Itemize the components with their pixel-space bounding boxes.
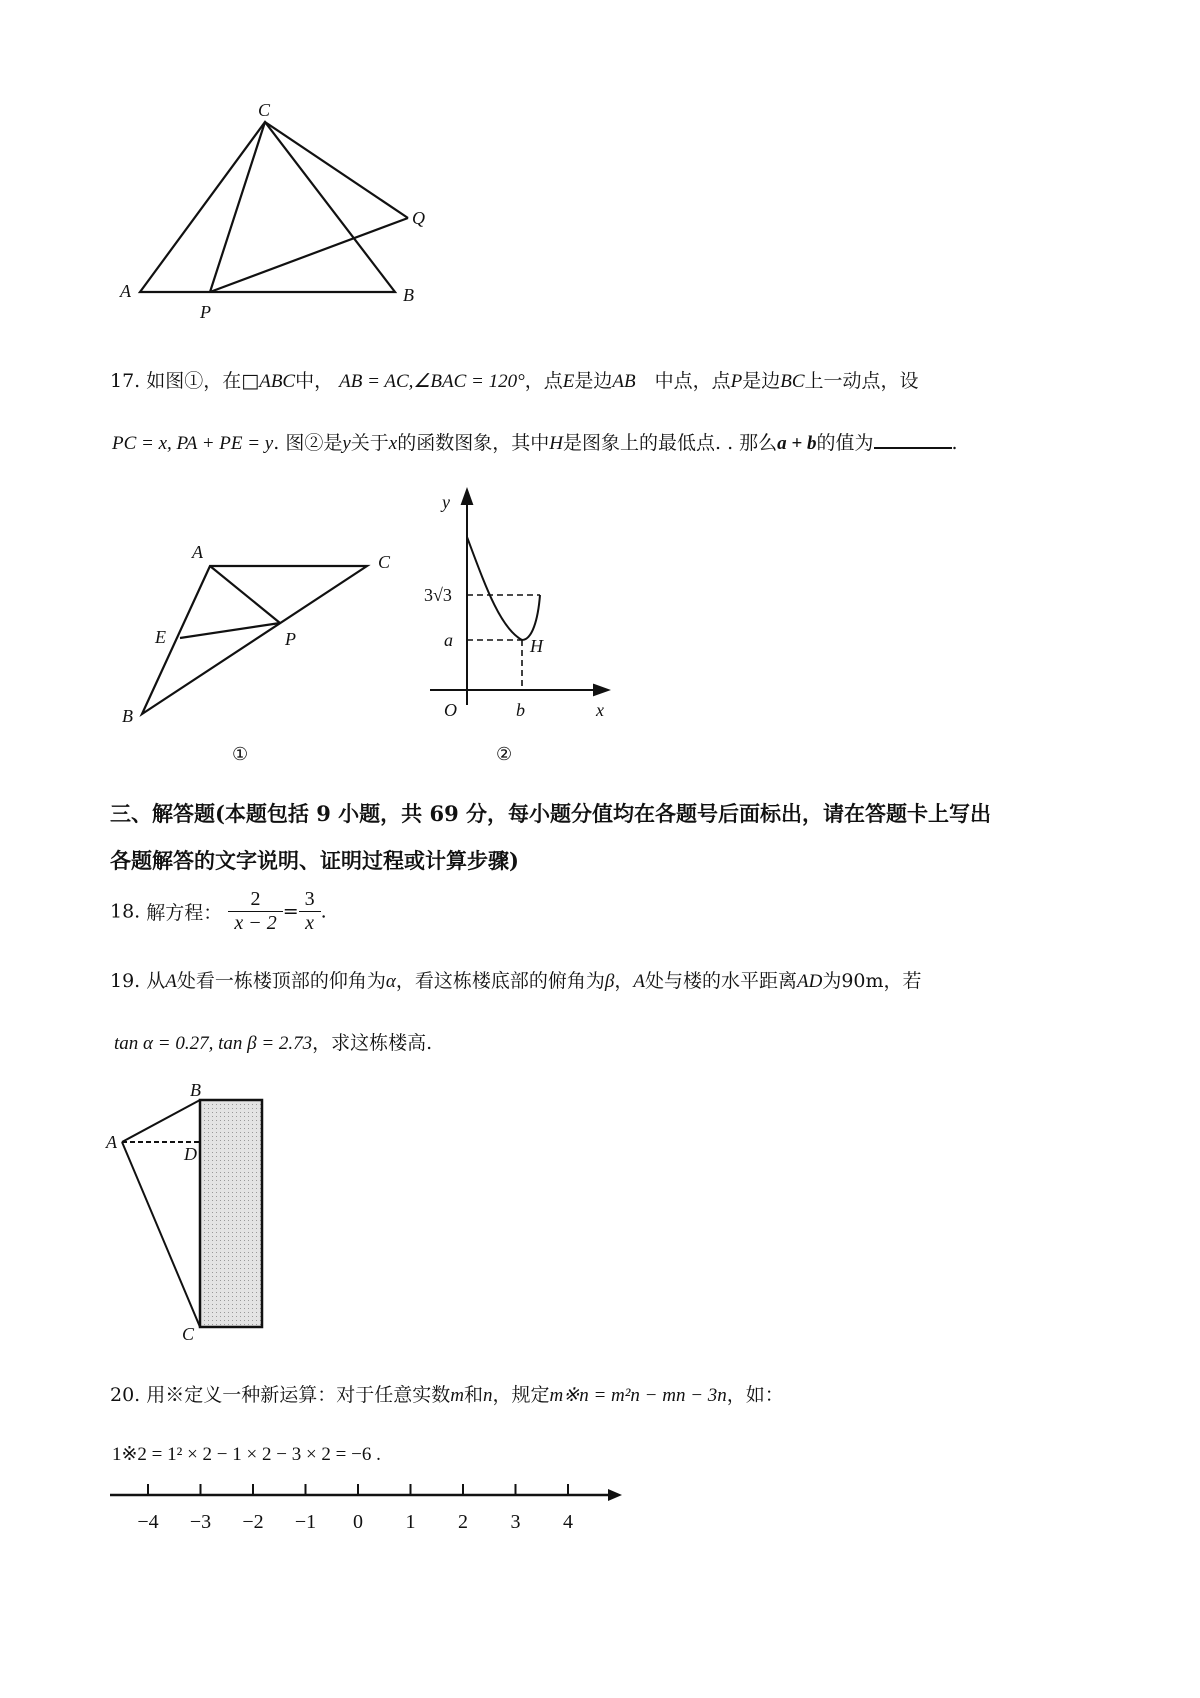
question-number: 18. (110, 900, 141, 923)
math: BC (780, 371, 805, 392)
text: 是边 (574, 370, 613, 392)
number-line-arrow (608, 1489, 622, 1501)
label-a: A (192, 542, 203, 562)
number-line-label: 3 (510, 1511, 521, 1533)
label-b: B (122, 706, 133, 726)
text: 如图①，在□ (146, 370, 260, 392)
math: y (342, 433, 351, 454)
math: H (549, 433, 563, 454)
label-a: A (120, 281, 131, 301)
number-line-label: 4 (563, 1511, 573, 1533)
text: 是图象上的最低点. . 那么 (562, 432, 778, 454)
text: 从 (146, 970, 166, 992)
math: m (450, 1385, 465, 1406)
text: 为90m，若 (822, 970, 922, 992)
section-heading-line1: 三、解答题(本题包括 9 小题，共 69 分，每小题分值均在各题号后面标出，请在答题卡上写出 (110, 801, 992, 826)
text: 解方程： (146, 902, 223, 924)
text: . (320, 900, 327, 923)
text: 是边 (742, 370, 781, 392)
label-e: E (155, 627, 166, 647)
math: β (604, 971, 615, 992)
label-q: Q (412, 208, 425, 228)
denominator: x (305, 912, 315, 934)
label-a: a (444, 630, 453, 650)
math: P (730, 371, 743, 392)
text: . 图②是 (273, 432, 343, 454)
math: α (385, 971, 396, 992)
number-line-label: −1 (294, 1511, 317, 1533)
q20-example: 1※2 = 1² × 2 − 1 × 2 − 3 × 2 = −6 . (112, 1444, 381, 1465)
math: A (633, 971, 645, 992)
math: AD (797, 971, 823, 992)
text: ，点 (524, 370, 563, 392)
denominator: x − 2 (234, 912, 277, 934)
text: 用※定义一种新运算：对于任意实数 (146, 1384, 451, 1406)
text: ，规定 (492, 1384, 550, 1406)
math: A (165, 971, 177, 992)
numerator: 3 (299, 888, 321, 912)
number-line-label: 1 (405, 1511, 416, 1533)
text: ，看这栋楼底部的俯角为 (395, 970, 605, 992)
label-x: x (596, 700, 604, 720)
math: ABC (259, 371, 296, 392)
label-o: O (444, 700, 457, 720)
text: 上一动点，设 (804, 370, 919, 392)
math: E (562, 371, 575, 392)
label-c: C (182, 1324, 195, 1344)
text: 处与楼的水平距离 (645, 970, 798, 992)
number-line-label: 0 (353, 1511, 363, 1533)
text: 中点，点 (635, 370, 731, 392)
label-y: y (442, 492, 450, 512)
math: tan α = 0.27, tan β = 2.73 (114, 1033, 313, 1054)
number-line-label: −3 (189, 1511, 212, 1533)
caption-2: ② (496, 744, 513, 764)
text: 和 (464, 1384, 484, 1406)
text: 关于 (350, 432, 389, 454)
label-p: P (200, 302, 211, 322)
number-line-label: −4 (137, 1511, 159, 1533)
math: n (483, 1385, 493, 1406)
label-3sqrt3: 3√3 (424, 585, 452, 605)
number-line-label: −2 (242, 1511, 264, 1533)
label-c: C (378, 552, 391, 572)
label-b: B (403, 285, 414, 305)
text: ， (614, 970, 634, 992)
text: . (951, 432, 958, 454)
math: x (388, 433, 398, 454)
label-h: H (530, 636, 543, 656)
text: ，如： (726, 1384, 784, 1406)
math: a + b (777, 433, 817, 454)
question-number: 20. (110, 1384, 141, 1406)
label-a: A (106, 1132, 117, 1152)
text: 中， (295, 370, 334, 392)
math: AB (612, 371, 636, 392)
math: m※n = m²n − mn − 3n (549, 1385, 727, 1406)
equals: = (282, 900, 299, 923)
label-d: D (184, 1144, 197, 1164)
number-line-label: 2 (458, 1511, 468, 1533)
label-b: b (516, 700, 525, 720)
label-b: B (190, 1080, 201, 1100)
text: 处看一栋楼顶部的仰角为 (176, 970, 386, 992)
section-heading-line2: 各题解答的文字说明、证明过程或计算步骤) (110, 848, 519, 873)
label-p: P (285, 629, 296, 649)
math: PC = x, PA + PE = y (112, 433, 274, 454)
text: ，求这栋楼高. (312, 1032, 433, 1054)
math: AB = AC,∠BAC = 120° (339, 371, 525, 392)
label-c: C (258, 100, 271, 120)
numerator: 2 (228, 888, 282, 912)
text: 的值为 (816, 432, 874, 454)
caption-1: ① (232, 744, 249, 764)
text: 的函数图象，其中 (397, 432, 550, 454)
question-number: 19. (110, 970, 141, 992)
question-number: 17. (110, 370, 141, 392)
